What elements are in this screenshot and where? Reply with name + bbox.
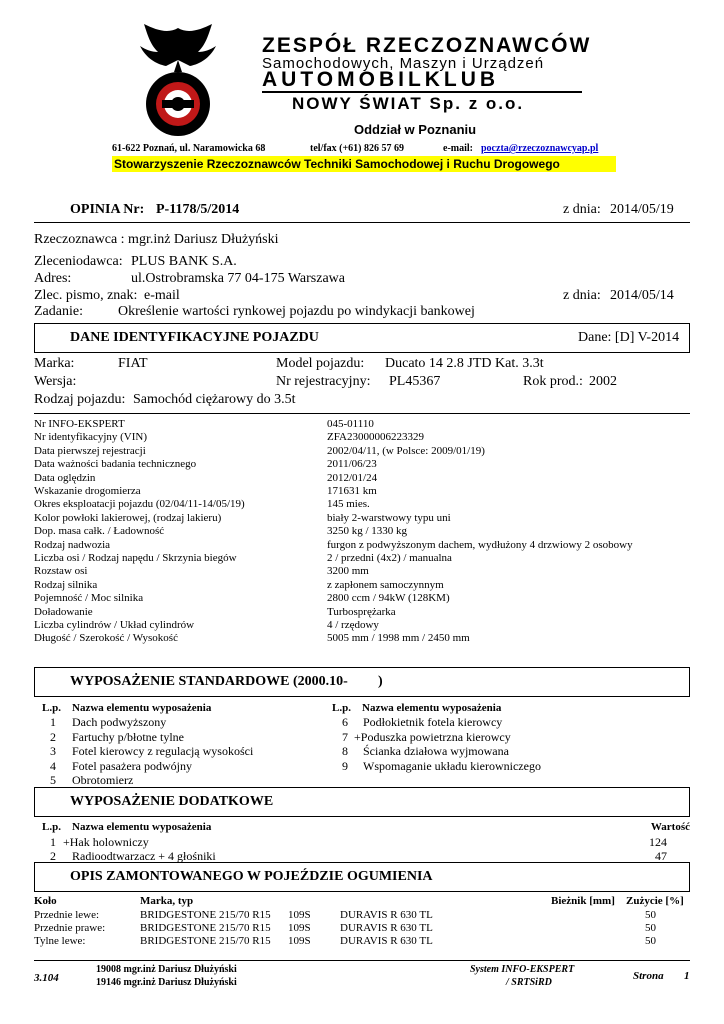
order-date: 2014/05/14 (610, 288, 674, 303)
client-address-label: Adres: (34, 271, 72, 286)
detail-value: 2800 ccm / 94kW (128KM) (327, 592, 450, 605)
year-label: Rok prod.: (523, 374, 583, 389)
tire-index: 109S (288, 909, 311, 921)
branch-name: Oddział w Poznaniu (354, 122, 477, 137)
std-item-name: Ścianka działowa wyjmowana (363, 744, 509, 758)
std-item-name: Podłokietnik fotela kierowcy (363, 715, 503, 729)
footer-page-number: 1 (684, 970, 690, 982)
detail-value: z zapłonem samoczynnym (327, 578, 444, 591)
footer-system-1: System INFO-EKSPERT (470, 964, 575, 975)
detail-label: Liczba cylindrów / Układ cylindrów (34, 619, 195, 631)
model-value: Ducato 14 2.8 JTD Kat. 3.3t (385, 356, 544, 371)
company-logo (118, 20, 238, 140)
tire-brand: BRIDGESTONE 215/70 R15 (140, 909, 271, 921)
opinion-number-label: OPINIA Nr: (70, 202, 145, 217)
detail-label: Rodzaj silnika (34, 578, 98, 591)
detail-label: Kolor powłoki lakierowej, (rodzaj lakieru) (34, 511, 222, 524)
std-col-name: Nazwa elementu wyposażenia (72, 702, 212, 714)
branch-address: 61-622 Poznań, ul. Naramowicka 68 (112, 143, 266, 154)
detail-label: Data oględzin (34, 471, 96, 484)
detail-label: Nr INFO-EKSPERT (34, 418, 125, 430)
registration-value: PL45367 (389, 374, 441, 389)
std-item-lp: 6 (342, 715, 348, 729)
tires-col-wheel: Koło (34, 895, 57, 907)
std-item-name: Dach podwyższony (72, 715, 167, 729)
detail-label: Data ważności badania technicznego (34, 458, 197, 471)
registration-label: Nr rejestracyjny: (276, 374, 371, 389)
detail-value: 2011/06/23 (327, 458, 377, 471)
add-col-lp: L.p. (42, 821, 61, 833)
detail-value: 2 / przedni (4x2) / manualna (327, 552, 452, 564)
detail-value: 5005 mm / 1998 mm / 2450 mm (327, 632, 470, 645)
company-name: ZESPÓŁ RZECZOZNAWCÓW (262, 34, 592, 57)
email-label: e-mail: (443, 143, 473, 154)
expert-name: Rzeczoznawca : mgr.inż Dariusz Dłużyński (34, 232, 279, 247)
company-subtitle: Samochodowych, Maszyn i Urządzeń (262, 55, 545, 72)
opinion-number: P-1178/5/2014 (156, 202, 240, 217)
detail-value: furgon z podwyższonym dachem, wydłużony 4 drzwiowy 2 osobowy (327, 538, 633, 551)
model-label: Model pojazdu: (276, 356, 365, 371)
make-label: Marka: (34, 356, 75, 371)
additional-equipment-title: WYPOSAŻENIE DODATKOWE (70, 794, 274, 809)
detail-label: Doładowanie (34, 605, 93, 618)
detail-label: Dop. masa całk. / Ładowność (34, 525, 165, 538)
std-item-name: +Poduszka powietrzna kierowcy (354, 729, 511, 744)
std-item-name: Fartuchy p/błotne tylne (72, 729, 184, 744)
detail-value: biały 2-warstwowy typu uni (327, 511, 451, 524)
detail-label: Data pierwszej rejestracji (34, 444, 146, 457)
order-date-label: z dnia: (563, 288, 601, 303)
standard-equipment-title-close: ) (378, 674, 383, 689)
add-col-value: Wartość (650, 821, 690, 833)
email-link[interactable]: poczta@rzeczoznawcyap.pl (481, 143, 599, 154)
std-col-lp: L.p. (42, 702, 61, 714)
tires-title: OPIS ZAMONTOWANEGO W POJEŹDZIE OGUMIENIA (70, 869, 433, 884)
footer-author-2: 19146 mgr.inż Dariusz Dłużyński (96, 977, 237, 988)
year-value: 2002 (589, 374, 617, 389)
vehicle-type-value: Samochód ciężarowy do 3.5t (133, 392, 296, 407)
detail-label: Liczba osi / Rodzaj napędu / Skrzynia biegów (34, 552, 237, 564)
version-label: Wersja: (34, 374, 77, 389)
standard-equipment-title: WYPOSAŻENIE STANDARDOWE (2000.10- (70, 674, 348, 689)
vehicle-data-version: Dane: [D] V-2014 (578, 330, 680, 345)
detail-value: 2002/04/11, (w Polsce: 2009/01/19) (327, 444, 485, 457)
company-legal-name: NOWY ŚWIAT Sp. z o.o. (292, 94, 525, 113)
detail-value: 045-01110 (327, 418, 374, 430)
detail-value: 145 mies. (327, 498, 370, 511)
detail-value: Turbosprężarka (327, 605, 396, 618)
std-item-lp: 4 (50, 758, 56, 773)
tire-model: DURAVIS R 630 TL (340, 909, 433, 921)
std-item-lp: 5 (50, 773, 56, 787)
add-item-lp: 2 (50, 849, 56, 863)
tire-wear: 50 (645, 935, 656, 947)
detail-label: Pojemność / Moc silnika (34, 592, 144, 605)
std-item-name: Wspomaganie układu kierowniczego (363, 758, 541, 773)
tire-index: 109S (288, 935, 311, 947)
std-col-lp-right: L.p. (332, 702, 351, 714)
add-item-name: Radioodtwarzacz + 4 głośniki (72, 849, 216, 863)
detail-label: Nr identyfikacyjny (VIN) (34, 431, 148, 444)
detail-value: 4 / rzędowy (327, 619, 379, 631)
std-item-lp: 9 (342, 758, 348, 773)
std-item-lp: 7 (342, 729, 348, 744)
detail-value: ZFA23000006223329 (327, 431, 424, 444)
add-item-value: 124 (649, 835, 667, 849)
footer-system-2: / SRTSiRD (506, 977, 552, 988)
opinion-date: 2014/05/19 (610, 202, 674, 217)
footer-author-1: 19008 mgr.inż Dariusz Dłużyński (96, 964, 237, 975)
detail-label: Rozstaw osi (34, 565, 88, 578)
detail-value: 171631 km (327, 485, 377, 497)
footer-code: 3.104 (34, 972, 59, 984)
header-rule (262, 91, 582, 93)
std-item-lp: 3 (50, 744, 56, 758)
add-item-name: +Hak holowniczy (63, 835, 149, 849)
detail-label: Wskazanie drogomierza (34, 485, 141, 497)
branch-phone: tel/fax (+61) 826 57 69 (310, 143, 405, 154)
detail-label: Okres eksploatacji pojazdu (02/04/11-14/05/19) (34, 498, 245, 511)
std-item-lp: 1 (50, 715, 56, 729)
tire-model: DURAVIS R 630 TL (340, 922, 433, 934)
opinion-rule (34, 222, 690, 223)
client-address: ul.Ostrobramska 77 04-175 Warszawa (131, 271, 346, 286)
std-item-name: Obrotomierz (72, 773, 134, 787)
association-banner: Stowarzyszenie Rzeczoznawców Techniki Samochodowej i Ruchu Drogowego (112, 156, 616, 172)
detail-label: Długość / Szerokość / Wysokość (34, 632, 178, 645)
footer-page-label: Strona (633, 970, 664, 982)
detail-value: 2012/01/24 (327, 471, 378, 484)
client-label: Zleceniodawca: (34, 254, 123, 269)
opinion-date-label: z dnia: (563, 202, 601, 217)
vehicle-section-title: DANE IDENTYFIKACYJNE POJAZDU (70, 330, 319, 345)
tire-brand: BRIDGESTONE 215/70 R15 (140, 935, 271, 947)
add-col-name: Nazwa elementu wyposażenia (72, 821, 212, 833)
add-item-lp: 1 (50, 835, 56, 849)
club-name: AUTOMOBILKLUB (262, 68, 500, 91)
task-label: Zadanie: (34, 304, 83, 319)
detail-value: 3250 kg / 1330 kg (327, 525, 408, 538)
tires-col-wear: Zużycie [%] (626, 895, 684, 907)
detail-value: 3200 mm (327, 565, 369, 578)
order-value: e-mail (144, 288, 180, 303)
tire-wear: 50 (645, 922, 656, 934)
std-item-name: Fotel pasażera podwójny (72, 758, 192, 773)
task-description: Określenie wartości rynkowej pojazdu po windykacji bankowej (118, 304, 475, 319)
vehicle-type-label: Rodzaj pojazdu: (34, 392, 126, 407)
tire-brand: BRIDGESTONE 215/70 R15 (140, 922, 271, 934)
tire-wheel: Tylne lewe: (34, 935, 86, 947)
std-item-name: Fotel kierowcy z regulacją wysokości (72, 744, 254, 758)
tires-col-brand: Marka, typ (140, 895, 194, 907)
tire-wheel: Przednie lewe: (34, 909, 100, 921)
detail-label: Rodzaj nadwozia (34, 538, 111, 551)
tire-wear: 50 (645, 909, 656, 921)
make-value: FIAT (118, 356, 148, 371)
tires-col-tread: Bieżnik [mm] (551, 895, 615, 907)
client-name: PLUS BANK S.A. (131, 254, 237, 269)
std-col-name-right: Nazwa elementu wyposażenia (362, 702, 502, 714)
order-label: Zlec. pismo, znak: (34, 288, 138, 303)
vehicle-rule (34, 413, 690, 414)
footer-rule (34, 960, 690, 961)
add-item-value: 47 (655, 849, 667, 863)
tire-index: 109S (288, 922, 311, 934)
tire-wheel: Przednie prawe: (34, 922, 106, 934)
std-item-lp: 8 (342, 744, 348, 758)
tire-model: DURAVIS R 630 TL (340, 935, 433, 947)
std-item-lp: 2 (50, 729, 56, 744)
